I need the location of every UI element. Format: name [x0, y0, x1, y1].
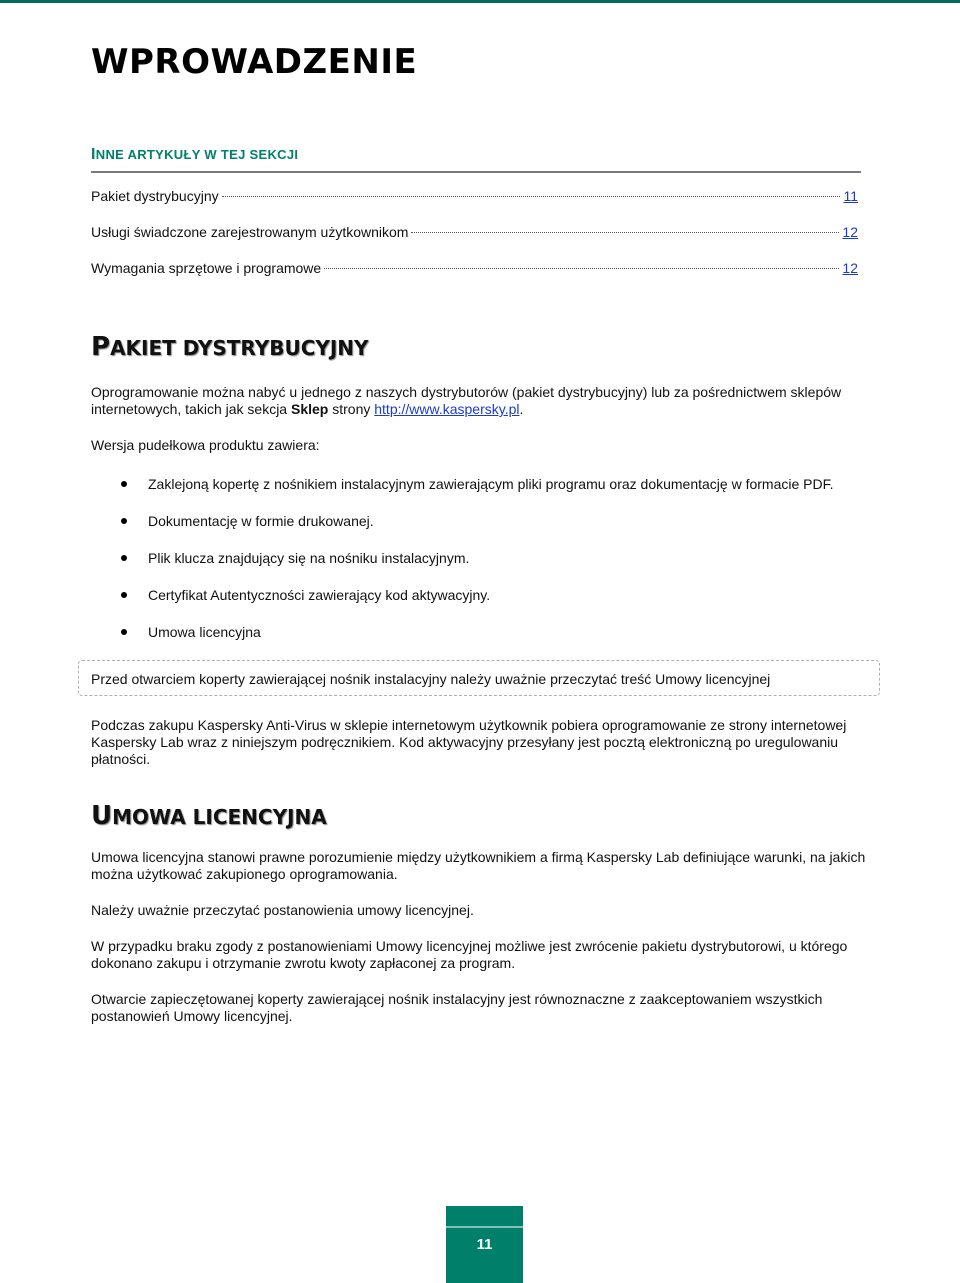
umowa-paragraph-1: Umowa licencyjna stanowi prawne porozumienie między użytkownikiem a firmą Kaspersky Lab definiujące warunki, na jakich można użytkować zakupionego oprogramowania. — [91, 849, 866, 882]
box-contents-intro: Wersja pudełkowa produktu zawiera: — [91, 437, 320, 453]
badge-stripe — [446, 1226, 523, 1228]
umowa-paragraph-3: W przypadku braku zgody z postanowieniami Umowy licencyjnej możliwe jest zwrócenie pakietu dystrybutorowi, u którego dokonano zakupu i otrzymanie zwrotu kwoty zapłaconej za program. — [91, 938, 848, 971]
list-item — [91, 546, 881, 583]
page-number: 11 — [476, 1236, 493, 1253]
umowa-paragraph-4: Otwarcie zapieczętowanej koperty zawierającej nośnik instalacyjny jest równoznaczne z zaakceptowaniem wszystkich postanowień Umowy licencyjnej. — [91, 991, 823, 1024]
toc-leader — [324, 268, 839, 269]
page-title: WPROWADZENIE — [91, 42, 418, 82]
toc-item-label: Usługi świadczone zarejestrowanym użytkownikom — [91, 224, 409, 240]
toc-item-label: Wymagania sprzętowe i programowe — [91, 260, 322, 276]
toc-leader — [411, 232, 839, 233]
toc-item-page-link[interactable]: 12 — [842, 260, 858, 276]
page-number-badge — [446, 1206, 523, 1283]
section-heading-umowa — [91, 801, 327, 831]
kaspersky-link[interactable]: http://www.kaspersky.pl — [374, 401, 520, 417]
list-item-text: Plik klucza znajdujący się na nośniku instalacyjnym. — [148, 550, 470, 566]
umowa-paragraph-2: Należy uważnie przeczytać postanowienia umowy licencyjnej. — [91, 902, 474, 918]
list-item-text: Certyfikat Autentyczności zawierający kod aktywacyjny. — [148, 587, 491, 603]
in-section-heading-rest: NNE ARTYKUŁY W TEJ SEKCJI — [95, 147, 299, 162]
heading-rest: AKIET DYSTRYBUCYJNY — [110, 336, 369, 360]
toc-item[interactable] — [91, 224, 858, 260]
text-run: strony — [328, 401, 375, 417]
list-item-text: Dokumentację w formie drukowanej. — [148, 513, 374, 529]
text-run: . — [519, 401, 524, 417]
toc-list — [91, 188, 858, 296]
toc-item-page-link[interactable]: 12 — [842, 224, 858, 240]
sklep-bold: Sklep — [290, 401, 329, 417]
in-section-heading-initial: I — [91, 146, 96, 163]
heading-initial: U — [91, 801, 113, 831]
heading-initial: P — [91, 332, 111, 362]
pakiet-intro-paragraph — [91, 384, 866, 418]
toc-item[interactable] — [91, 260, 858, 296]
list-item — [91, 620, 881, 657]
in-section-heading — [91, 146, 861, 173]
bullet-icon — [121, 629, 127, 635]
list-item-text: Zaklejoną kopertę z nośnikiem instalacyjnym zawierającym pliki programu oraz dokumentację w formacie PDF. — [148, 476, 834, 492]
online-purchase-paragraph: Podczas zakupu Kaspersky Anti-Virus w sklepie internetowym użytkownik pobiera oprogramowanie ze strony internetowej Kaspersky Lab wraz z niniejszym podręcznikiem. Kod aktywacyjny przesyłany jest pocztą elektroniczną po uregulowaniu płatności. — [91, 717, 847, 767]
bullet-icon — [121, 592, 127, 598]
list-item — [91, 472, 881, 509]
bullet-icon — [121, 481, 127, 487]
warning-note-text: Przed otwarciem koperty zawierającej nośnik instalacyjny należy uważnie przeczytać treść Umowy licencyjnej — [91, 671, 771, 687]
toc-item[interactable] — [91, 188, 858, 224]
toc-item-label: Pakiet dystrybucyjny — [91, 188, 219, 204]
top-rule — [0, 0, 960, 3]
list-item-text: Umowa licencyjna — [148, 624, 261, 640]
list-item — [91, 509, 881, 546]
list-item — [91, 583, 881, 620]
heading-rest: MOWA LICENCYJNA — [112, 805, 327, 829]
bullet-icon — [121, 555, 127, 561]
box-contents-list — [91, 472, 881, 657]
text-run: Oprogramowanie można nabyć u jednego z naszych dystrybutorów (pakiet dystrybucyjny) lub za pośrednictwem sklepów internetowych, takich jak sekcja — [91, 384, 842, 417]
section-heading-pakiet — [91, 332, 369, 362]
warning-note — [78, 660, 880, 696]
toc-leader — [222, 196, 841, 197]
bullet-icon — [121, 518, 127, 524]
toc-item-page-link[interactable]: 11 — [843, 188, 858, 204]
